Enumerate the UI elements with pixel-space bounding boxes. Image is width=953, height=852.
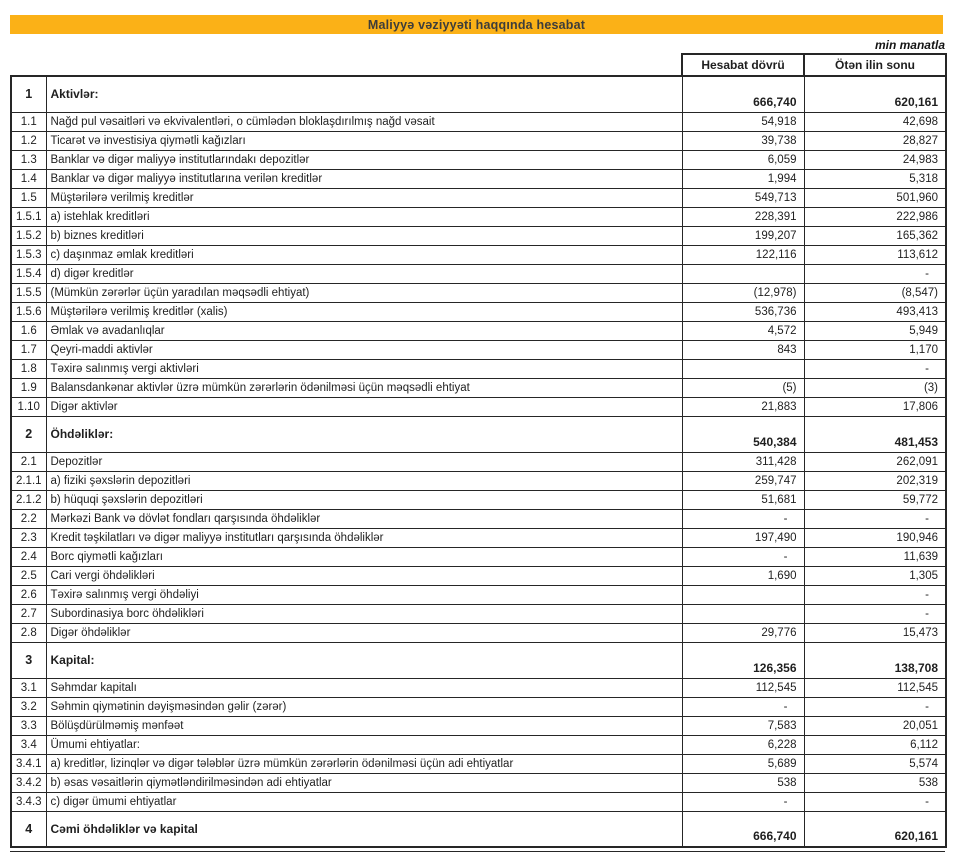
- row-label: b) biznes kreditləri: [46, 226, 682, 245]
- row-value-current: 666,740: [682, 76, 804, 112]
- row-value-current: 197,490: [682, 528, 804, 547]
- row-label: Kredit təşkilatları və digər maliyyə institutları qarşısında öhdəliklər: [46, 528, 682, 547]
- table-row: [11, 452, 946, 471]
- row-label: Təxirə salınmış vergi öhdəliyi: [46, 585, 682, 604]
- row-label: Banklar və digər maliyyə institutlarındakı depozitlər: [46, 150, 682, 169]
- row-value-previous: 15,473: [804, 623, 946, 642]
- table-row: [11, 509, 946, 528]
- row-value-previous: 190,946: [804, 528, 946, 547]
- row-value-current: 4,572: [682, 321, 804, 340]
- row-number: 2.7: [11, 604, 46, 623]
- row-value-previous: 42,698: [804, 112, 946, 131]
- row-value-current: 843: [682, 340, 804, 359]
- report-title: Maliyyə vəziyyəti haqqında hesabat: [367, 17, 586, 32]
- row-number: 1.3: [11, 150, 46, 169]
- row-value-previous: 165,362: [804, 226, 946, 245]
- row-number: 1.7: [11, 340, 46, 359]
- row-label: Nağd pul vəsaitləri və ekvivalentləri, o cümlədən bloklaşdırılmış nağd vəsait: [46, 112, 682, 131]
- row-value-current: [682, 359, 804, 378]
- row-number: 1.5.5: [11, 283, 46, 302]
- row-value-current: [682, 264, 804, 283]
- row-number: 3.4.3: [11, 792, 46, 811]
- row-number: 2.5: [11, 566, 46, 585]
- row-value-current: 666,740: [682, 811, 804, 847]
- row-number: 1.1: [11, 112, 46, 131]
- table-row: [11, 245, 946, 264]
- row-number: 2.1: [11, 452, 46, 471]
- section-row: [11, 811, 946, 847]
- row-number: 1.5.4: [11, 264, 46, 283]
- row-number: 3.4.2: [11, 773, 46, 792]
- row-value-current: -: [682, 792, 804, 811]
- row-value-current: 29,776: [682, 623, 804, 642]
- header-row: [11, 54, 946, 76]
- row-number: 3.4: [11, 735, 46, 754]
- row-value-current: 39,738: [682, 131, 804, 150]
- row-number: 1.9: [11, 378, 46, 397]
- row-label: Səhmdar kapitalı: [46, 678, 682, 697]
- row-label: Digər öhdəliklər: [46, 623, 682, 642]
- row-label: Aktivlər:: [46, 76, 682, 112]
- table-row: [11, 131, 946, 150]
- row-label: Ticarət və investisiya qiymətli kağızları: [46, 131, 682, 150]
- row-value-previous: 481,453: [804, 416, 946, 452]
- row-value-current: 228,391: [682, 207, 804, 226]
- row-value-current: -: [682, 547, 804, 566]
- row-value-previous: -: [804, 359, 946, 378]
- header-spacer: [46, 54, 682, 76]
- row-value-current: 199,207: [682, 226, 804, 245]
- row-value-previous: 493,413: [804, 302, 946, 321]
- header-spacer: [11, 54, 46, 76]
- row-number: 3.1: [11, 678, 46, 697]
- table-row: [11, 735, 946, 754]
- row-label: Mərkəzi Bank və dövlət fondları qarşısında öhdəliklər: [46, 509, 682, 528]
- row-label: Kapital:: [46, 642, 682, 678]
- table-row: [11, 283, 946, 302]
- table-row: [11, 321, 946, 340]
- row-value-current: 112,545: [682, 678, 804, 697]
- row-label: c) daşınmaz əmlak kreditləri: [46, 245, 682, 264]
- row-number: 2: [11, 416, 46, 452]
- row-value-previous: (3): [804, 378, 946, 397]
- row-value-previous: 202,319: [804, 471, 946, 490]
- row-value-previous: 20,051: [804, 716, 946, 735]
- row-value-current: [682, 604, 804, 623]
- row-value-previous: -: [804, 604, 946, 623]
- row-number: 1.5.6: [11, 302, 46, 321]
- row-label: Ümumi ehtiyatlar:: [46, 735, 682, 754]
- row-label: Balansdankənar aktivlər üzrə mümkün zərərlərin ödənilməsi üçün məqsədli ehtiyat: [46, 378, 682, 397]
- row-value-previous: -: [804, 697, 946, 716]
- row-label: (Mümkün zərərlər üçün yaradılan məqsədli ehtiyat): [46, 283, 682, 302]
- row-value-current: 51,681: [682, 490, 804, 509]
- section-row: [11, 416, 946, 452]
- section-row: [11, 76, 946, 112]
- row-value-previous: 6,112: [804, 735, 946, 754]
- row-value-previous: 138,708: [804, 642, 946, 678]
- financial-position-table: [10, 53, 947, 848]
- table-row: [11, 226, 946, 245]
- row-value-previous: 24,983: [804, 150, 946, 169]
- row-value-current: 7,583: [682, 716, 804, 735]
- table-row: [11, 547, 946, 566]
- row-number: 2.3: [11, 528, 46, 547]
- row-number: 1.5.3: [11, 245, 46, 264]
- col-header-current-period: Hesabat dövrü: [682, 54, 804, 76]
- row-number: 1.5.2: [11, 226, 46, 245]
- report-title-bar: [10, 15, 943, 34]
- row-label: c) digər ümumi ehtiyatlar: [46, 792, 682, 811]
- table-row: [11, 150, 946, 169]
- row-number: 3: [11, 642, 46, 678]
- table-row: [11, 585, 946, 604]
- table-row: [11, 207, 946, 226]
- table-row: [11, 773, 946, 792]
- table-row: [11, 623, 946, 642]
- row-label: Səhmin qiymətinin dəyişməsindən gəlir (zərər): [46, 697, 682, 716]
- row-label: Digər aktivlər: [46, 397, 682, 416]
- col-header-prior-year-end: Ötən ilin sonu: [804, 54, 946, 76]
- row-value-previous: (8,547): [804, 283, 946, 302]
- section-row: [11, 642, 946, 678]
- row-value-current: 259,747: [682, 471, 804, 490]
- row-label: b) hüquqi şəxslərin depozitləri: [46, 490, 682, 509]
- row-value-current: 54,918: [682, 112, 804, 131]
- row-value-previous: 11,639: [804, 547, 946, 566]
- row-label: Müştərilərə verilmiş kreditlər: [46, 188, 682, 207]
- row-label: Banklar və digər maliyyə institutlarına verilən kreditlər: [46, 169, 682, 188]
- table-row: [11, 528, 946, 547]
- row-value-previous: 5,574: [804, 754, 946, 773]
- row-value-previous: 113,612: [804, 245, 946, 264]
- row-number: 2.8: [11, 623, 46, 642]
- row-number: 1.10: [11, 397, 46, 416]
- table-row: [11, 302, 946, 321]
- row-value-current: 538: [682, 773, 804, 792]
- row-number: 1.4: [11, 169, 46, 188]
- row-value-previous: 620,161: [804, 811, 946, 847]
- row-value-current: 549,713: [682, 188, 804, 207]
- row-value-current: [682, 585, 804, 604]
- row-label: Bölüşdürülməmiş mənfəət: [46, 716, 682, 735]
- table-row: [11, 359, 946, 378]
- row-number: 1.8: [11, 359, 46, 378]
- row-value-previous: 5,949: [804, 321, 946, 340]
- table-row: [11, 716, 946, 735]
- row-value-current: (12,978): [682, 283, 804, 302]
- row-number: 1.2: [11, 131, 46, 150]
- row-value-previous: 1,170: [804, 340, 946, 359]
- row-value-current: 5,689: [682, 754, 804, 773]
- table-header: [11, 54, 946, 76]
- table-row: [11, 604, 946, 623]
- row-value-previous: 620,161: [804, 76, 946, 112]
- row-value-current: 1,994: [682, 169, 804, 188]
- row-number: 2.1.2: [11, 490, 46, 509]
- row-value-previous: -: [804, 792, 946, 811]
- unit-note: min manatla: [874, 38, 945, 52]
- row-value-previous: -: [804, 585, 946, 604]
- row-value-current: 1,690: [682, 566, 804, 585]
- row-label: Subordinasiya borc öhdəlikləri: [46, 604, 682, 623]
- row-value-current: 536,736: [682, 302, 804, 321]
- row-number: 2.1.1: [11, 471, 46, 490]
- row-value-previous: 262,091: [804, 452, 946, 471]
- table-row: [11, 678, 946, 697]
- row-value-previous: 501,960: [804, 188, 946, 207]
- table-row: [11, 169, 946, 188]
- row-value-current: 311,428: [682, 452, 804, 471]
- row-number: 2.4: [11, 547, 46, 566]
- table-row: [11, 566, 946, 585]
- row-value-current: 6,228: [682, 735, 804, 754]
- row-label: Borc qiymətli kağızları: [46, 547, 682, 566]
- row-value-previous: 112,545: [804, 678, 946, 697]
- row-value-previous: 17,806: [804, 397, 946, 416]
- row-label: Öhdəliklər:: [46, 416, 682, 452]
- row-value-previous: -: [804, 509, 946, 528]
- row-label: b) əsas vəsaitlərin qiymətləndirilməsindən adi ehtiyatlar: [46, 773, 682, 792]
- table-row: [11, 264, 946, 283]
- row-label: Qeyri-maddi aktivlər: [46, 340, 682, 359]
- row-label: Cari vergi öhdəlikləri: [46, 566, 682, 585]
- row-number: 3.4.1: [11, 754, 46, 773]
- row-number: 1.5: [11, 188, 46, 207]
- row-label: Depozitlər: [46, 452, 682, 471]
- row-value-current: -: [682, 697, 804, 716]
- table-row: [11, 112, 946, 131]
- table-row: [11, 697, 946, 716]
- row-label: Müştərilərə verilmiş kreditlər (xalis): [46, 302, 682, 321]
- row-number: 1: [11, 76, 46, 112]
- row-number: 1.5.1: [11, 207, 46, 226]
- row-value-current: -: [682, 509, 804, 528]
- row-value-current: 540,384: [682, 416, 804, 452]
- row-number: 3.2: [11, 697, 46, 716]
- table-body: [11, 76, 946, 847]
- row-value-previous: 538: [804, 773, 946, 792]
- table-row: [11, 490, 946, 509]
- row-label: Təxirə salınmış vergi aktivləri: [46, 359, 682, 378]
- row-value-previous: 28,827: [804, 131, 946, 150]
- table-row: [11, 378, 946, 397]
- row-number: 3.3: [11, 716, 46, 735]
- row-number: 1.6: [11, 321, 46, 340]
- table-row: [11, 471, 946, 490]
- row-number: 4: [11, 811, 46, 847]
- row-value-previous: 5,318: [804, 169, 946, 188]
- row-value-current: (5): [682, 378, 804, 397]
- row-value-current: 6,059: [682, 150, 804, 169]
- row-label: Əmlak və avadanlıqlar: [46, 321, 682, 340]
- row-label: Cəmi öhdəliklər və kapital: [46, 811, 682, 847]
- row-value-previous: 222,986: [804, 207, 946, 226]
- row-label: d) digər kreditlər: [46, 264, 682, 283]
- table-row: [11, 792, 946, 811]
- table-row: [11, 340, 946, 359]
- row-value-previous: -: [804, 264, 946, 283]
- row-label: a) kreditlər, lizinqlər və digər tələblər üzrə mümkün zərərlərin ödənilməsi üçün adi ehtiyatlar: [46, 754, 682, 773]
- table-row: [11, 188, 946, 207]
- row-value-previous: 59,772: [804, 490, 946, 509]
- row-value-current: 126,356: [682, 642, 804, 678]
- row-value-current: 21,883: [682, 397, 804, 416]
- row-value-current: 122,116: [682, 245, 804, 264]
- row-value-previous: 1,305: [804, 566, 946, 585]
- row-label: a) istehlak kreditləri: [46, 207, 682, 226]
- row-label: a) fiziki şəxslərin depozitləri: [46, 471, 682, 490]
- table-row: [11, 754, 946, 773]
- row-number: 2.2: [11, 509, 46, 528]
- row-number: 2.6: [11, 585, 46, 604]
- table-row: [11, 397, 946, 416]
